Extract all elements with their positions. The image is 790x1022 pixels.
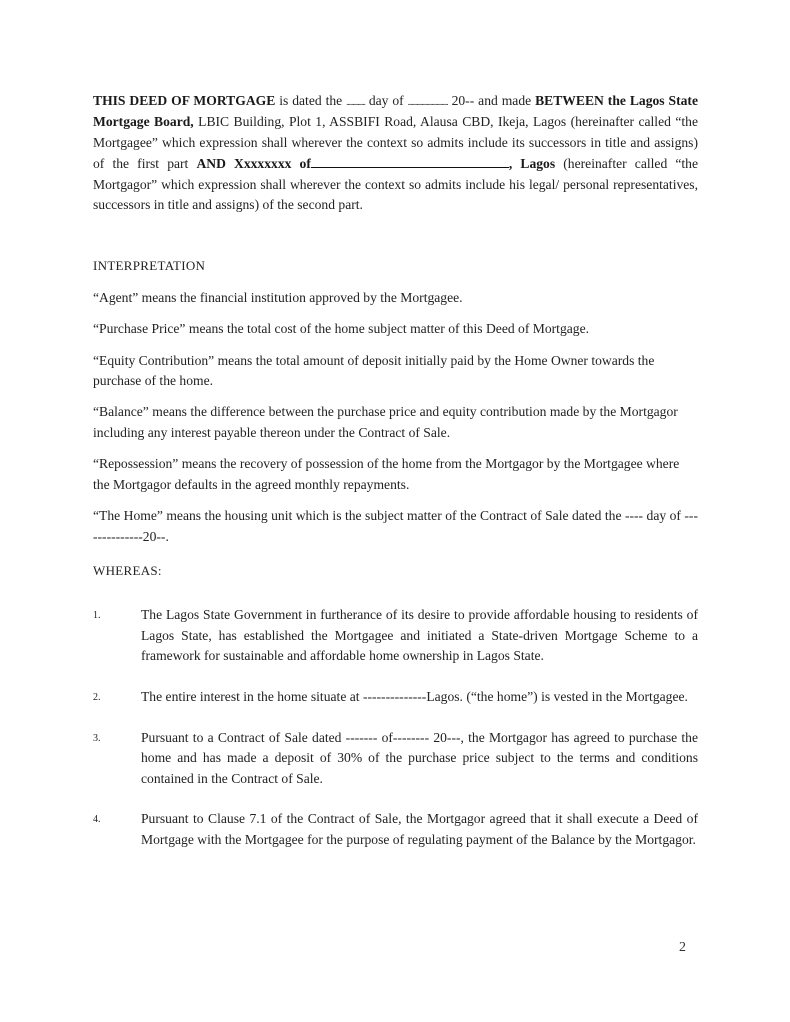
whereas-item — [93, 728, 698, 789]
definition-equity-contribution: “Equity Contribution” means the total amount of deposit initially paid by the Home Owner towards the purchase of the home. — [93, 352, 655, 389]
mortgagor-name: AND Xxxxxxxx of — [196, 156, 311, 172]
item-text: Pursuant to a Contract of Sale dated ------- of-------- 20---, the Mortgagor has agreed to purchase the home and has made a deposit of 30% of the purchase price subject to the terms and conditions contained in the Contract of Sale. — [141, 729, 698, 786]
preamble-paragraph: THIS DEED OF MORTGAGE is dated the ............... day of ................................ 20-- and made BETWEEN the Lagos State Mortgage Board, LBIC Building, Plot 1, ASSBIFI Road, Alausa CBD, Ikeja, Lagos (hereinafter called “the Mortgagee” which expression shall wherever the context so admits include its successors in title and assigns) of the first part AND Xxxxxxxx of , Lagos (hereinafter called “the Mortgagor” which expression shall wherever the context so admits include his legal/ personal representatives, successors in title and assigns) of the second part. — [93, 93, 699, 213]
mortgagor-address-blank — [311, 153, 509, 168]
definition-purchase-price: “Purchase Price” means the total cost of the home subject matter of this Deed of Mortgage. — [93, 321, 590, 337]
item-number: 3. — [93, 732, 101, 744]
whereas-item — [93, 605, 698, 666]
document-page — [93, 91, 698, 850]
interpretation-heading: INTERPRETATION — [93, 258, 206, 274]
item-text: The Lagos State Government in furtherance of its desire to provide affordable housing to residents of Lagos State, has established the Mortgagee and initiated a State-driven Mortgage Scheme to a framework for sustainable and affordable home ownership in Lagos State. — [141, 607, 698, 664]
whereas-item — [93, 809, 698, 850]
deed-title: THIS DEED OF MORTGAGE — [93, 93, 276, 108]
whereas-item — [93, 687, 698, 708]
definition-repossession: “Repossession” means the recovery of possession of the home from the Mortgagor by the Mortgagee where the Mortgagor defaults in the agreed monthly repayments. — [93, 456, 680, 492]
mortgagee-name: BETWEEN the Lagos State Mortgage Board, — [93, 93, 698, 130]
definition-balance: “Balance” means the difference between the purchase price and equity contribution made by the Mortgagor including any interest payable thereon under the Contract of Sale. — [93, 404, 678, 440]
item-text: The entire interest in the home situate at --------------Lagos. (“the home”) is vested in the Mortgagee. — [141, 688, 688, 704]
item-number: 1. — [93, 610, 101, 622]
item-number: 4. — [93, 814, 101, 826]
item-text: Pursuant to Clause 7.1 of the Contract of Sale, the Mortgagor agreed that it shall execute a Deed of Mortgage with the Mortgagee for the purpose of regulating payment of the Balance by the Mortgagor. — [141, 811, 698, 847]
whereas-heading: WHEREAS: — [93, 562, 162, 578]
definition-agent: “Agent” means the financial institution approved by the Mortgagee. — [93, 289, 463, 305]
definition-the-home: “The Home” means the housing unit which is the subject matter of the Contract of Sale dated the ---- day of --------------20--. — [93, 508, 698, 544]
item-number: 2. — [93, 691, 101, 703]
page-number: 2 — [679, 940, 686, 955]
